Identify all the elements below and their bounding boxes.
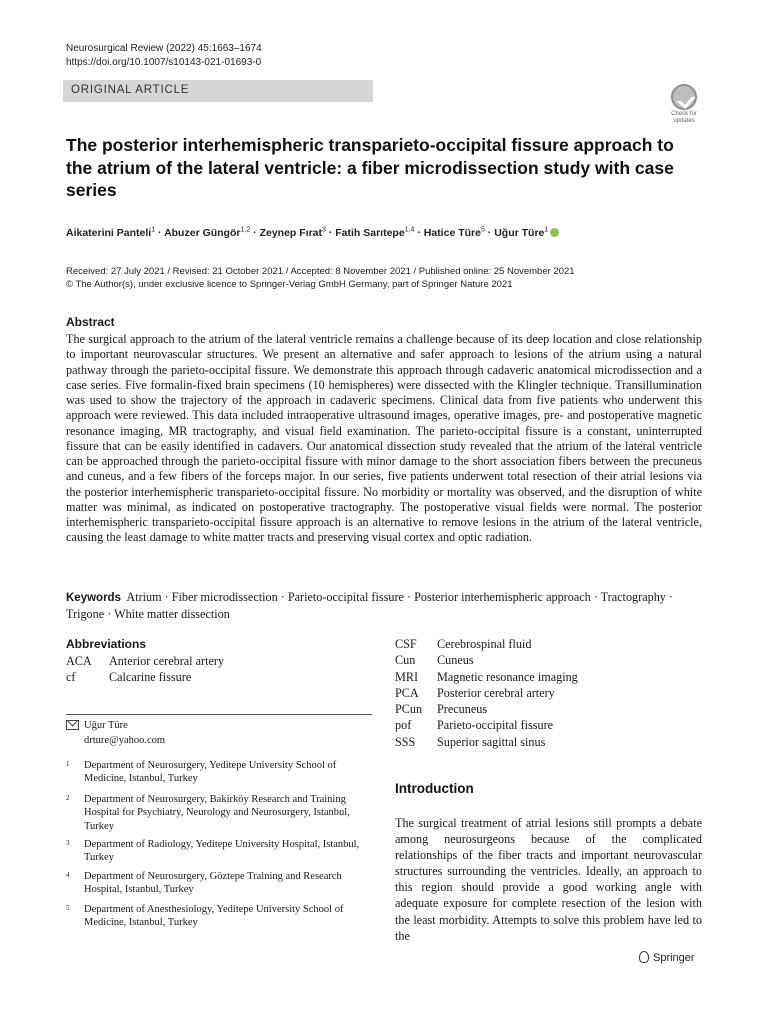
envelope-icon — [66, 720, 79, 730]
affiliation-text: Department of Neurosurgery, Göztepe Training and Research Hospital, Istanbul, Turkey — [84, 871, 342, 896]
abbreviations-heading: Abbreviations — [66, 637, 147, 651]
check-updates-label: Check for updates — [671, 111, 697, 124]
introduction-heading: Introduction — [395, 781, 474, 796]
author[interactable]: Aikaterini Panteli$^1$ — [66, 226, 156, 239]
author[interactable]: Abuzer Güngör$^{1,2}$ — [164, 226, 251, 239]
keywords-text: Atrium · Fiber microdissection · Parieto-occipital fissure · Posterior interhemispheric approach · Tractography · Trigone · White matter dissection — [66, 590, 673, 621]
abbreviation-row: PCA Posterior cerebral artery — [395, 685, 555, 700]
affiliation-number: 5 — [66, 904, 70, 912]
abbreviation-row: MRI Magnetic resonance imaging — [395, 669, 578, 684]
affiliation-text: Department of Radiology, Yeditepe University Hospital, Istanbul, Turkey — [84, 839, 360, 864]
abbreviation-row: PCun Precuneus — [395, 702, 488, 717]
abbreviation-row: cf Calcarine fissure — [66, 670, 192, 685]
publisher-name: Springer — [653, 952, 695, 964]
abbreviations-list-left — [66, 653, 224, 686]
abstract-heading: Abstract — [66, 315, 115, 329]
abbreviation-row: ACA Anterior cerebral artery — [66, 654, 225, 668]
affiliation-number: 4 — [66, 871, 70, 879]
springer-horse-icon — [638, 951, 649, 962]
journal-citation: Neurosurgical Review (2022) 45:1663–1674 — [66, 43, 262, 54]
author[interactable]: Zeynep Fırat$^3$ — [259, 226, 326, 239]
abbreviations-list-right — [395, 636, 578, 750]
publication-dates: Received: 27 July 2021 / Revised: 21 October 2021 / Accepted: 8 November 2021 / Published online: 25 November 2021 — [66, 266, 575, 277]
author-list: Aikaterini Panteli$^1$ · Abuzer Güngör$^{1,2}$ · Zeynep Fırat$^3$ · Fatih Sarıtepe$^{1,4}$ · Hatice Türe$^5$ · Uğur Türe$^1$ — [66, 226, 686, 239]
publisher-logo[interactable] — [638, 951, 695, 964]
article-type-label: ORIGINAL ARTICLE — [71, 84, 190, 96]
author[interactable]: Uğur Türe$^1$ — [494, 226, 549, 239]
article-title: The posterior interhemispheric transparieto-occipital fissure approach to the atrium of the lateral ventricle: a fiber microdissection study with case series — [66, 135, 674, 200]
abbreviation-row: Cun Cuneus — [395, 653, 474, 668]
author[interactable]: Hatice Türe$^5$ — [423, 226, 485, 239]
check-updates-icon — [671, 84, 697, 110]
affiliation-text: Department of Neurosurgery, Yeditepe University School of Medicine, Istanbul, Turkey — [84, 760, 337, 785]
author[interactable]: Fatih Sarıtepe$^{1,4}$ — [335, 226, 415, 239]
keywords-label: Keywords — [66, 592, 121, 604]
affiliation-text: Department of Anesthesiology, Yeditepe University School of Medicine, Istanbul, Turkey — [84, 904, 344, 929]
article-type-bar — [63, 80, 373, 102]
footnote-divider — [66, 714, 372, 715]
copyright-notice: © The Author(s), under exclusive licence to Springer-Verlag GmbH Germany, part of Springer Nature 2021 — [66, 279, 513, 290]
correspondence-name: Uğur Türe — [84, 720, 128, 731]
affiliation-text: Department of Neurosurgery, Bakirköy Research and Training Hospital for Psychiatry, Neurology and Neurosurgery, Istanbul, Turkey — [84, 794, 350, 832]
affiliation-number: 3 — [66, 839, 70, 847]
affiliation-number: 1 — [66, 760, 70, 768]
check-for-updates-button[interactable] — [664, 84, 704, 124]
abbreviation-row: pof Parieto-occipital fissure — [395, 718, 554, 733]
correspondence-marker — [66, 720, 85, 735]
abbreviation-row: CSF Cerebrospinal fluid — [395, 637, 532, 651]
abstract-text: The surgical approach to the atrium of the lateral ventricle remains a challenge because of its deep location and close relationship to important neurovascular structures. We present an alternative and safer approach to lesions of the atrium using a natural pathway through the parieto-occipital fissure. We demonstrate this approach through cadaveric anatomical microdissection and a case series. Five formalin-fixed brain specimens (10 hemispheres) were dissected with the Klingler technique. Transillumination was used to show the trajectory of the approach in cadaveric specimens. Clinical data from five patients who underwent this approach were reviewed. This data included intraoperative ultrasound images, operative images, pre- and postoperative magnetic resonance imaging, MR tractography, and visual field examination. The parieto-occipital fissure is a constant, uninterrupted fissure that can be easily identified in cadavers. Our anatomical dissection study revealed that the atrium of the lateral ventricle can be approached through the parieto-occipital fissure with minor damage to the short association fibers between the precuneus and cuneus, and a few fibers of the forceps major. In our series, five patients underwent total resection of their atrial lesions via the posterior interhemispheric transparieto-occipital fissure. No morbidity or mortality was observed, and the disruption of white matter was minimal, as indicated on postoperative tractography. The postoperative visual fields were normal. The posterior interhemispheric transparieto-occipital fissure approach is an alternative to remove lesions in the atrium of the lateral ventricle, causing the least damage to white matter tracts and preserving visual cortex and optic radiation. — [66, 332, 702, 545]
introduction-text: The surgical treatment of atrial lesions still prompts a debate among neurosurgeons because of the complicated relationships of the fiber tracts and important neurovascular structures surrounding the ventricles. Ideally, an approach to this region should provide a good working angle with adequate exposure for complete resection of the lesion with the least morbidity. Attempts to solve this problem have led to the — [395, 816, 702, 943]
correspondence-email[interactable]: drture@yahoo.com — [84, 735, 166, 746]
orcid-icon[interactable] — [550, 228, 559, 237]
keywords — [66, 589, 702, 622]
doi-link[interactable]: https://doi.org/10.1007/s10143-021-01693-0 — [66, 57, 262, 68]
affiliation-number: 2 — [66, 794, 70, 802]
abbreviation-row: SSS Superior sagittal sinus — [395, 734, 546, 749]
